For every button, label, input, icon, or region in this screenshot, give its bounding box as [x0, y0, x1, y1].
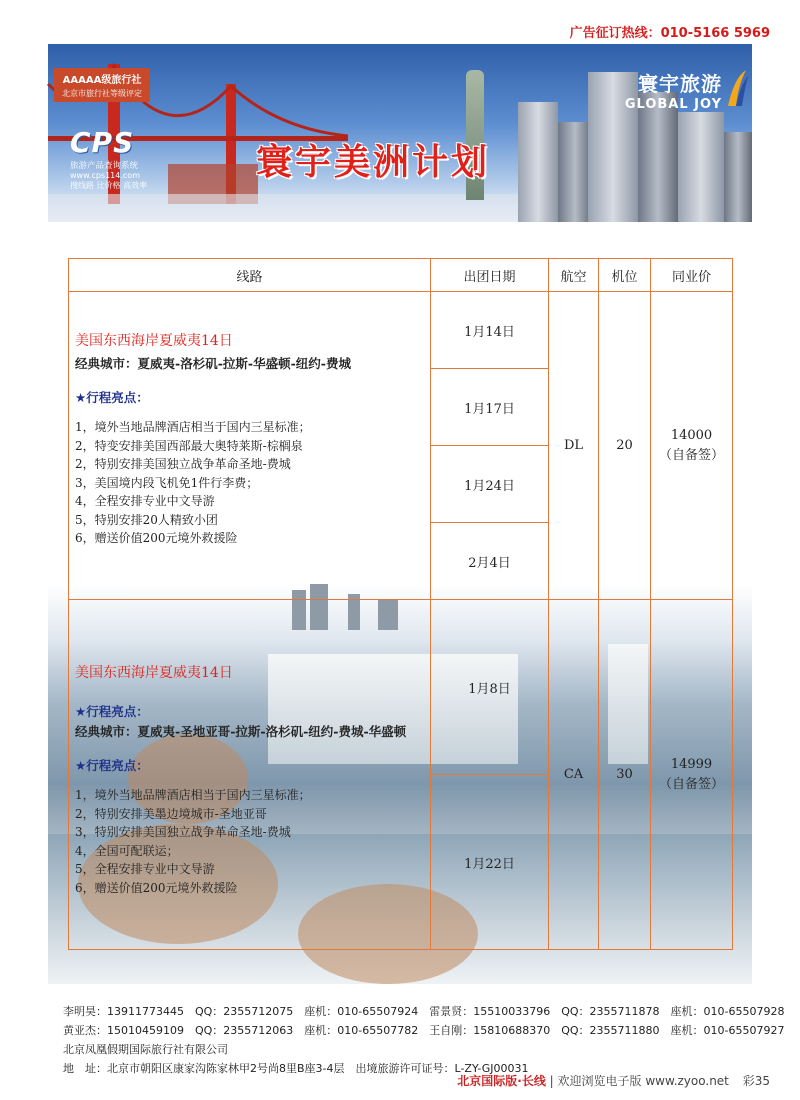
footer-divider: |: [549, 1074, 558, 1088]
route-1-title: 美国东西海岸夏威夷14日: [75, 333, 233, 349]
route-1-item: 1，境外当地品牌酒店相当于国内三星标准；: [75, 420, 311, 434]
route-2-item: 6，赠送价值200元境外救援险: [75, 880, 238, 895]
table-row: [69, 600, 733, 775]
ad-hotline: 广告征订热线：010-5166 5969: [569, 26, 770, 41]
route-2-highlights-label-1: ★行程亮点：: [75, 704, 149, 719]
route-1-date: 1月14日: [431, 292, 549, 369]
route-2-item: 1，境外当地品牌酒店相当于国内三星标准；: [75, 788, 311, 802]
route-2-highlights-label-2: ★行程亮点：: [75, 758, 149, 773]
route-1-date: 2月4日: [431, 523, 549, 600]
skyline-building: [724, 132, 752, 222]
header-route: 线路: [69, 259, 431, 292]
route-2-seats: 30: [599, 600, 651, 950]
skyline-building: [558, 122, 592, 222]
brand-logo: [625, 68, 722, 112]
route-2-item: 4，全国可配联运；: [75, 843, 179, 858]
route-1-airline: DL: [549, 292, 599, 600]
route-2-detail: [69, 600, 431, 950]
skyline-building: [518, 102, 558, 222]
header-seats: 机位: [599, 259, 651, 292]
route-1-seats: 20: [599, 292, 651, 600]
contact-line: 黄亚杰：15010459109 QQ：2355712063 座机：010-65507782 王自刚：15810688370 QQ：2355711880 座机：010-65507927: [63, 1024, 785, 1037]
route-1-price-note: （自备签）: [658, 447, 724, 463]
route-2-cities: 经典城市：夏威夷-圣地亚哥-拉斯-洛杉矶-纽约-费城-华盛顿: [75, 724, 407, 739]
header-price: 同业价: [651, 259, 733, 292]
page-frame: [48, 44, 785, 1075]
route-1-price: 14000: [670, 427, 713, 443]
brand-name-en: GLOBAL JOY: [624, 97, 722, 112]
route-2-date: 1月22日: [431, 775, 549, 950]
route-table: [68, 258, 733, 950]
footer-text: [457, 1072, 770, 1089]
route-1-item: 2，特变安排美国西部最大奥特莱斯-棕榈泉: [75, 438, 303, 453]
cps-caption: 旅游产品查询系统: [70, 161, 139, 171]
banner: [48, 44, 752, 222]
company-name: 北京凤凰假期国际旅行社有限公司: [63, 1043, 228, 1056]
table-row: [69, 292, 733, 369]
route-2-item: 3，特别安排美国独立战争革命圣地-费城: [75, 825, 291, 839]
badge-caption: 北京市旅行社等级评定: [62, 89, 142, 98]
contact-line: 李明昊：13911773445 QQ：2355712075 座机：010-65507924 雷景贤：15510033796 QQ：2355711878 座机：010-65507928: [63, 1005, 785, 1018]
cps-logo-block: [70, 126, 156, 191]
route-2-price-cell: [651, 600, 733, 950]
route-1-item: 4，全程安排专业中文导游: [75, 494, 215, 508]
route-1-item: 6，赠送价值200元境外救援险: [75, 531, 238, 545]
page-footer: [0, 1068, 800, 1100]
route-2-item: 5，全程安排专业中文导游: [75, 862, 215, 876]
route-2-title: 美国东西海岸夏威夷14日: [75, 665, 233, 681]
footer-page: 彩35: [742, 1074, 770, 1088]
route-1-highlights-label: ★行程亮点：: [75, 390, 149, 405]
route-1-item: 3，美国境内段飞机免1件行李费；: [75, 475, 259, 490]
footer-section: 北京国际版·长线: [457, 1074, 546, 1088]
banner-title: 寰宇美洲计划: [256, 142, 491, 183]
contact-block: [63, 1002, 784, 1078]
header-airline: 航空: [549, 259, 599, 292]
brand-name-cn: 寰宇旅游: [638, 72, 722, 96]
route-2-price: 14999: [670, 756, 713, 772]
route-2-item: 2，特别安排美墨边境城市-圣地亚哥: [75, 806, 267, 821]
route-2-airline: CA: [549, 600, 599, 950]
badge-rating: AAAAA级旅行社: [62, 75, 142, 86]
route-1-cities: 经典城市：夏威夷-洛杉矶-拉斯-华盛顿-纽约-费城: [75, 356, 351, 371]
route-1-date: 1月24日: [431, 446, 549, 523]
footer-tagline: 欢迎浏览电子版 www.zyoo.net: [557, 1074, 729, 1088]
route-1-detail: [69, 292, 431, 600]
header-date: 出团日期: [431, 259, 549, 292]
cps-logo: CPS: [70, 126, 135, 159]
route-2-price-note: （自备签）: [658, 776, 724, 792]
company-address: 地 址：北京市朝阳区康家沟陈家林甲2号尚8里B座3-4层 出境旅游许可证号：L-ZY-GJ00031: [63, 1062, 529, 1075]
route-1-item: 2，特别安排美国独立战争革命圣地-费城: [75, 457, 291, 471]
rating-badge: [54, 68, 150, 102]
cps-url: www.cps114.com: [70, 171, 140, 180]
route-2-date: 1月8日: [431, 600, 549, 775]
route-1-price-cell: [651, 292, 733, 600]
cps-slogan: 搜线路 比价格 高效率: [70, 181, 148, 190]
skyline-building: [678, 112, 724, 222]
route-1-item: 5，特别安排20人精致小团: [75, 512, 218, 527]
brand-swoosh-icon: [726, 68, 748, 108]
route-1-date: 1月17日: [431, 369, 549, 446]
